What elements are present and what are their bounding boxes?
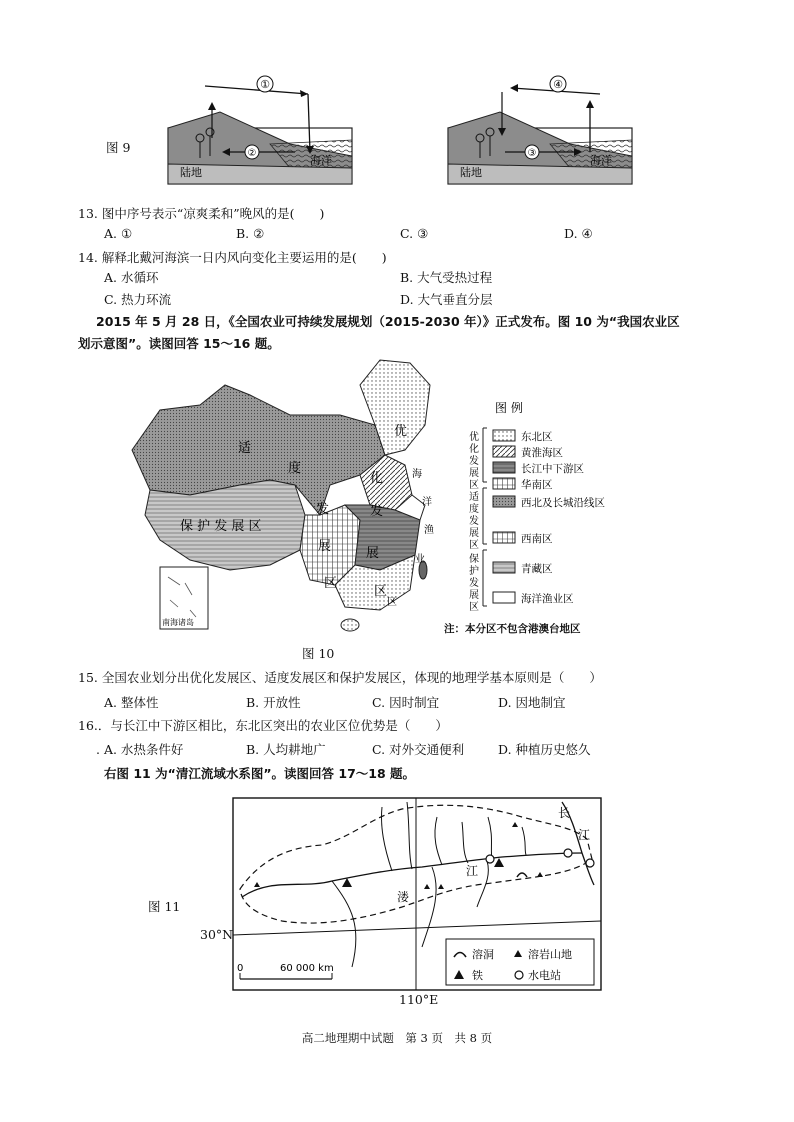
map-label-baohu: 保 护 发 展 区: [180, 519, 262, 534]
svg-text:适: 适: [469, 492, 479, 503]
map-label-du: 度: [288, 461, 302, 476]
legend-group2: [469, 491, 479, 551]
legend-item-1: 黄淮海区: [521, 447, 563, 459]
svg-text:化: 化: [469, 444, 479, 455]
svg-text:保: 保: [469, 554, 479, 565]
svg-text:优: 优: [469, 432, 479, 443]
fig10-note: 注：本分区不包含港澳台地区: [444, 623, 581, 635]
q16-option-c[interactable]: C. 对外交通便利: [372, 742, 465, 757]
map-label-hua: 化: [370, 471, 384, 486]
legend-group1: [469, 430, 479, 491]
page-footer: 高二地理期中试题 第 3 页 共 8 页: [301, 1031, 493, 1045]
q14-option-d[interactable]: D. 大气垂直分层: [400, 292, 493, 307]
fig9-left-num-2: ②: [247, 148, 257, 159]
legend-item-4: 西北及长城沿线区: [521, 497, 605, 509]
fig11-legend-cave: 溶洞: [472, 948, 494, 961]
q14-option-c[interactable]: C. 热力环流: [104, 292, 172, 307]
legend-title: 图 例: [495, 401, 523, 415]
fig11-lat: 30°N: [200, 927, 234, 942]
map-label-fa2: 发: [370, 504, 384, 519]
q15-option-b[interactable]: B. 开放性: [246, 695, 301, 710]
map-label-yu: 渔: [424, 525, 434, 536]
map-label-yang: 洋: [422, 497, 432, 508]
q16-option-b[interactable]: B. 人均耕地广: [246, 742, 326, 757]
map-label-qu2: 区: [374, 584, 388, 599]
fig10-caption: 图 10: [302, 646, 335, 661]
fig11-jiang-right: 江: [578, 828, 591, 842]
q13-option-a[interactable]: A. ①: [104, 226, 133, 241]
legend-item-2: 长江中下游区: [521, 463, 584, 475]
intro-15-line2: 划示意图”。读图回答 15～16 题。: [78, 336, 280, 351]
legend-item-7: 海洋渔业区: [521, 593, 574, 605]
svg-text:区: 区: [469, 602, 479, 613]
fig11-lon: 110°E: [399, 992, 439, 1007]
svg-text:护: 护: [469, 566, 479, 577]
fig9-left-sea: 海洋: [310, 154, 332, 167]
legend-item-3: 华南区: [521, 479, 553, 491]
fig10-inset-label: 南海诸岛: [162, 618, 194, 627]
map-label-hai: 海: [412, 469, 422, 480]
svg-text:发: 发: [469, 578, 479, 589]
svg-text:发: 发: [469, 516, 479, 527]
fig10-legend: [465, 398, 640, 616]
map-label-zhan1: 展: [318, 539, 332, 554]
q14-option-b[interactable]: B. 大气受热过程: [400, 270, 493, 285]
q13-option-d[interactable]: D. ④: [564, 226, 593, 241]
q15-stem: 15. 全国农业划分出优化发展区、适度发展区和保护发展区，体现的地理学基本原则是（ ）: [78, 670, 602, 685]
fig9-right-num-3: ③: [527, 148, 537, 159]
fig11-scale-label: 60 000 km: [280, 963, 334, 974]
svg-text:展: 展: [469, 590, 479, 601]
map-label-qu3: 区: [387, 597, 397, 608]
map-label-qu1: 区: [324, 576, 338, 591]
fig9-label: 图 9: [106, 140, 131, 155]
q13-option-c[interactable]: C. ③: [400, 226, 429, 241]
map-label-you: 优: [394, 424, 408, 439]
q14-option-a[interactable]: A. 水循环: [104, 270, 159, 285]
svg-text:度: 度: [469, 504, 479, 515]
map-label-fa1: 发: [316, 502, 330, 517]
fig10-china-map: [130, 355, 440, 640]
fig9-left-land: 陆地: [180, 166, 202, 179]
legend-item-5: 西南区: [521, 533, 553, 545]
fig9-right-diagram: [440, 68, 640, 190]
fig11-river-lou: 溇: [397, 890, 410, 904]
legend-group3: [469, 552, 479, 613]
fig9-right-sea: 海洋: [590, 154, 612, 167]
fig9-right-num-4: ④: [553, 78, 563, 91]
intro-15-line1: 2015 年 5 月 28 日，《全国农业可持续发展规划（2015-2030 年）》正式发布。图 10 为“我国农业区: [96, 314, 680, 329]
fig11-qingjiang-map: [232, 797, 602, 991]
fig11-scale-zero: 0: [237, 963, 244, 974]
svg-text:展: 展: [469, 528, 479, 539]
map-label-zhan2: 展: [366, 546, 380, 561]
intro-17: 右图 11 为“清江流域水系图”。读图回答 17～18 题。: [104, 766, 416, 781]
fig11-river-jiang: 江: [466, 864, 479, 878]
q16-option-a[interactable]: . A. 水热条件好: [96, 742, 184, 757]
svg-text:区: 区: [469, 480, 479, 491]
map-label-shi: 适: [238, 441, 252, 456]
q15-option-c[interactable]: C. 因时制宜: [372, 695, 440, 710]
q13-stem: 13. 图中序号表示“凉爽柔和”晚风的是( ): [78, 206, 325, 221]
fig9-left-diagram: [160, 68, 360, 190]
q14-stem: 14. 解释北戴河海滨一日内风向变化主要运用的是( ): [78, 250, 387, 265]
q16-stem: 16.．与长江中下游区相比，东北区突出的农业区位优势是（ ）: [78, 718, 448, 733]
svg-text:发: 发: [469, 456, 479, 467]
fig9-right-land: 陆地: [460, 166, 482, 179]
fig11-legend-hydro: 水电站: [528, 969, 561, 982]
svg-text:展: 展: [469, 468, 479, 479]
q16-option-d[interactable]: D. 种植历史悠久: [498, 742, 591, 757]
legend-item-0: 东北区: [521, 431, 553, 443]
svg-text:区: 区: [469, 540, 479, 551]
q15-option-d[interactable]: D. 因地制宜: [498, 695, 566, 710]
fig11-label: 图 11: [148, 899, 181, 914]
q13-option-b[interactable]: B. ②: [236, 226, 265, 241]
fig11-legend-iron: 铁: [472, 969, 483, 982]
fig11-legend-karst: 溶岩山地: [528, 948, 572, 961]
legend-item-6: 青藏区: [521, 563, 553, 575]
map-label-ye: 业: [415, 554, 425, 565]
fig9-left-num-1: ①: [260, 78, 270, 91]
fig11-chang: 长: [558, 806, 571, 820]
q15-option-a[interactable]: A. 整体性: [104, 695, 159, 710]
